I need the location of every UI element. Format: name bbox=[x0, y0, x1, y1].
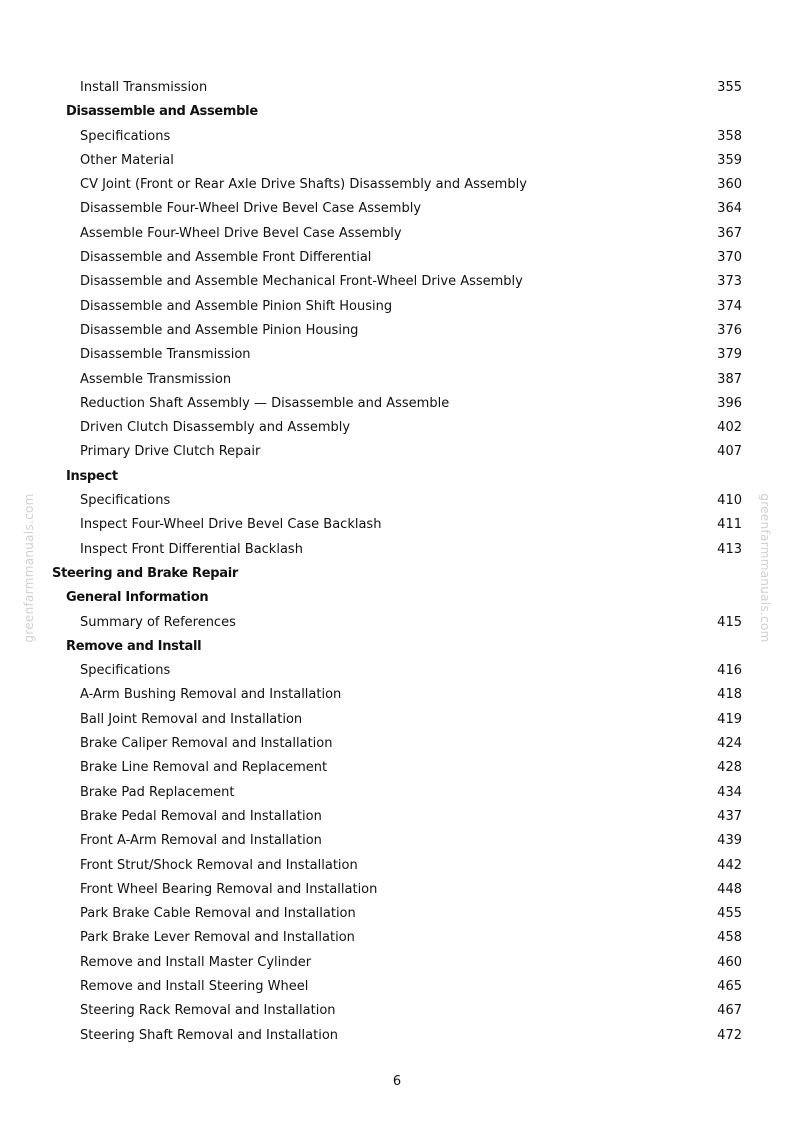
toc-section-title: Inspect bbox=[66, 468, 118, 484]
toc-entry-page-number: 396 bbox=[717, 395, 742, 411]
toc-entry[interactable] bbox=[52, 1024, 742, 1048]
page-number: 6 bbox=[392, 1074, 402, 1089]
toc-entry-page-number: 376 bbox=[717, 322, 742, 338]
toc-entry-page-number: 424 bbox=[717, 736, 742, 752]
toc-entry-title: Driven Clutch Disassembly and Assembly bbox=[80, 420, 351, 436]
toc-entry[interactable] bbox=[52, 926, 742, 950]
toc-entry-title: Primary Drive Clutch Repair bbox=[80, 444, 261, 460]
toc-entry-page-number: 411 bbox=[717, 517, 742, 533]
toc-entry-title: Ball Joint Removal and Installation bbox=[80, 711, 303, 727]
toc-entry-title: Disassemble Transmission bbox=[80, 347, 251, 363]
toc-entry-page-number: 434 bbox=[717, 784, 742, 800]
toc-entry-page-number: 373 bbox=[717, 274, 742, 290]
toc-entry[interactable] bbox=[52, 659, 742, 683]
toc-entry-title: Summary of References bbox=[80, 614, 236, 630]
toc-entry[interactable] bbox=[52, 538, 742, 562]
toc-entry-page-number: 355 bbox=[717, 80, 742, 95]
toc-section-title: Disassemble and Assemble bbox=[66, 104, 258, 120]
toc-entry-title: Remove and Install Master Cylinder bbox=[80, 954, 312, 970]
toc-entry-title: Disassemble and Assemble Mechanical Front-Wheel Drive Assembly bbox=[80, 274, 523, 290]
toc-entry-title: Disassemble Four-Wheel Drive Bevel Case Assembly bbox=[80, 201, 422, 217]
toc-entry-title: Inspect Four-Wheel Drive Bevel Case Backlash bbox=[80, 517, 382, 533]
toc-entry[interactable] bbox=[52, 125, 742, 149]
toc-entry-page-number: 428 bbox=[717, 760, 742, 776]
toc-section[interactable] bbox=[52, 586, 742, 610]
toc-entry[interactable] bbox=[52, 708, 742, 732]
toc-entry-page-number: 402 bbox=[717, 420, 742, 436]
toc-entry-page-number: 410 bbox=[717, 493, 742, 509]
toc-entry-page-number: 374 bbox=[717, 298, 742, 314]
toc-entry[interactable] bbox=[52, 295, 742, 319]
toc-section[interactable] bbox=[52, 465, 742, 489]
toc-entry[interactable] bbox=[52, 854, 742, 878]
toc-entry-page-number: 437 bbox=[717, 808, 742, 824]
toc-entry-title: Install Transmission bbox=[80, 80, 208, 95]
toc-entry-page-number: 455 bbox=[717, 906, 742, 922]
toc-entry-page-number: 442 bbox=[717, 857, 742, 873]
watermark-right: greenfarmmanuals.com bbox=[758, 493, 772, 643]
toc-entry-page-number: 472 bbox=[717, 1027, 742, 1043]
toc-entry[interactable] bbox=[52, 270, 742, 294]
toc-entry[interactable] bbox=[52, 76, 742, 100]
toc-chapter[interactable] bbox=[52, 562, 742, 586]
toc-entry-title: Assemble Four-Wheel Drive Bevel Case Assembly bbox=[80, 225, 402, 241]
toc-entry-title: Brake Line Removal and Replacement bbox=[80, 760, 328, 776]
watermark-left: greenfarmmanuals.com bbox=[22, 493, 36, 643]
toc-entry-page-number: 407 bbox=[717, 444, 742, 460]
toc-section[interactable] bbox=[52, 635, 742, 659]
toc-section-title: General Information bbox=[66, 590, 209, 606]
toc-entry-page-number: 465 bbox=[717, 978, 742, 994]
toc-entry-title: Remove and Install Steering Wheel bbox=[80, 978, 309, 994]
toc-entry-title: Other Material bbox=[80, 152, 174, 168]
toc-entry-title: Front A-Arm Removal and Installation bbox=[80, 833, 322, 849]
toc-entry-page-number: 379 bbox=[717, 347, 742, 363]
toc-entry-title: Disassemble and Assemble Pinion Shift Housing bbox=[80, 298, 393, 314]
toc-entry-page-number: 370 bbox=[717, 250, 742, 266]
toc-entry-page-number: 387 bbox=[717, 371, 742, 387]
toc-entry[interactable] bbox=[52, 222, 742, 246]
toc-entry-page-number: 364 bbox=[717, 201, 742, 217]
toc-entry[interactable] bbox=[52, 781, 742, 805]
toc-entry[interactable] bbox=[52, 805, 742, 829]
toc-entry-page-number: 419 bbox=[717, 711, 742, 727]
toc-entry-title: Assemble Transmission bbox=[80, 371, 232, 387]
toc-entry-page-number: 413 bbox=[717, 541, 742, 557]
toc-entry[interactable] bbox=[52, 343, 742, 367]
toc-entry[interactable] bbox=[52, 611, 742, 635]
toc-entry[interactable] bbox=[52, 440, 742, 464]
table-of-contents bbox=[52, 76, 742, 1048]
toc-entry-page-number: 448 bbox=[717, 881, 742, 897]
toc-entry-page-number: 439 bbox=[717, 833, 742, 849]
toc-entry-title: Inspect Front Differential Backlash bbox=[80, 541, 303, 557]
toc-entry-title: Front Wheel Bearing Removal and Installation bbox=[80, 881, 378, 897]
toc-entry[interactable] bbox=[52, 246, 742, 270]
toc-entry-page-number: 458 bbox=[717, 930, 742, 946]
toc-entry[interactable] bbox=[52, 173, 742, 197]
toc-entry[interactable] bbox=[52, 416, 742, 440]
toc-entry-title: Specifications bbox=[80, 493, 171, 509]
toc-entry[interactable] bbox=[52, 392, 742, 416]
toc-entry[interactable] bbox=[52, 756, 742, 780]
toc-entry-title: CV Joint (Front or Rear Axle Drive Shafts) Disassembly and Assembly bbox=[80, 177, 527, 193]
toc-entry-page-number: 415 bbox=[717, 614, 742, 630]
toc-entry[interactable] bbox=[52, 197, 742, 221]
toc-entry[interactable] bbox=[52, 999, 742, 1023]
toc-entry[interactable] bbox=[52, 829, 742, 853]
toc-entry-title: Steering Rack Removal and Installation bbox=[80, 1003, 336, 1019]
toc-entry-page-number: 360 bbox=[717, 177, 742, 193]
toc-entry[interactable] bbox=[52, 513, 742, 537]
toc-entry-title: Brake Pedal Removal and Installation bbox=[80, 808, 322, 824]
toc-entry[interactable] bbox=[52, 489, 742, 513]
toc-entry[interactable] bbox=[52, 878, 742, 902]
toc-section[interactable] bbox=[52, 100, 742, 124]
toc-entry[interactable] bbox=[52, 683, 742, 707]
toc-section-title: Remove and Install bbox=[66, 638, 202, 654]
toc-entry-title: Park Brake Cable Removal and Installation bbox=[80, 906, 356, 922]
toc-entry-page-number: 418 bbox=[717, 687, 742, 703]
toc-entry-title: Brake Caliper Removal and Installation bbox=[80, 736, 333, 752]
toc-entry-page-number: 359 bbox=[717, 152, 742, 168]
toc-entry-page-number: 460 bbox=[717, 954, 742, 970]
toc-entry[interactable] bbox=[52, 902, 742, 926]
toc-entry-title: Specifications bbox=[80, 128, 171, 144]
toc-entry[interactable] bbox=[52, 319, 742, 343]
toc-entry-title: Specifications bbox=[80, 663, 171, 679]
toc-entry[interactable] bbox=[52, 951, 742, 975]
toc-entry[interactable] bbox=[52, 975, 742, 999]
toc-entry-title: Disassemble and Assemble Front Differential bbox=[80, 250, 372, 266]
toc-entry[interactable] bbox=[52, 368, 742, 392]
toc-entry[interactable] bbox=[52, 149, 742, 173]
toc-entry-title: Front Strut/Shock Removal and Installation bbox=[80, 857, 358, 873]
toc-entry-title: Steering Shaft Removal and Installation bbox=[80, 1027, 339, 1043]
toc-entry-title: Disassemble and Assemble Pinion Housing bbox=[80, 322, 359, 338]
toc-entry-page-number: 467 bbox=[717, 1003, 742, 1019]
toc-entry[interactable] bbox=[52, 732, 742, 756]
toc-entry-title: Park Brake Lever Removal and Installation bbox=[80, 930, 355, 946]
toc-entry-page-number: 358 bbox=[717, 128, 742, 144]
toc-entry-title: Reduction Shaft Assembly — Disassemble and Assemble bbox=[80, 395, 450, 411]
toc-entry-page-number: 416 bbox=[717, 663, 742, 679]
toc-entry-title: A-Arm Bushing Removal and Installation bbox=[80, 687, 342, 703]
toc-entry-page-number: 367 bbox=[717, 225, 742, 241]
toc-chapter-title: Steering and Brake Repair bbox=[52, 565, 239, 581]
toc-entry-title: Brake Pad Replacement bbox=[80, 784, 235, 800]
